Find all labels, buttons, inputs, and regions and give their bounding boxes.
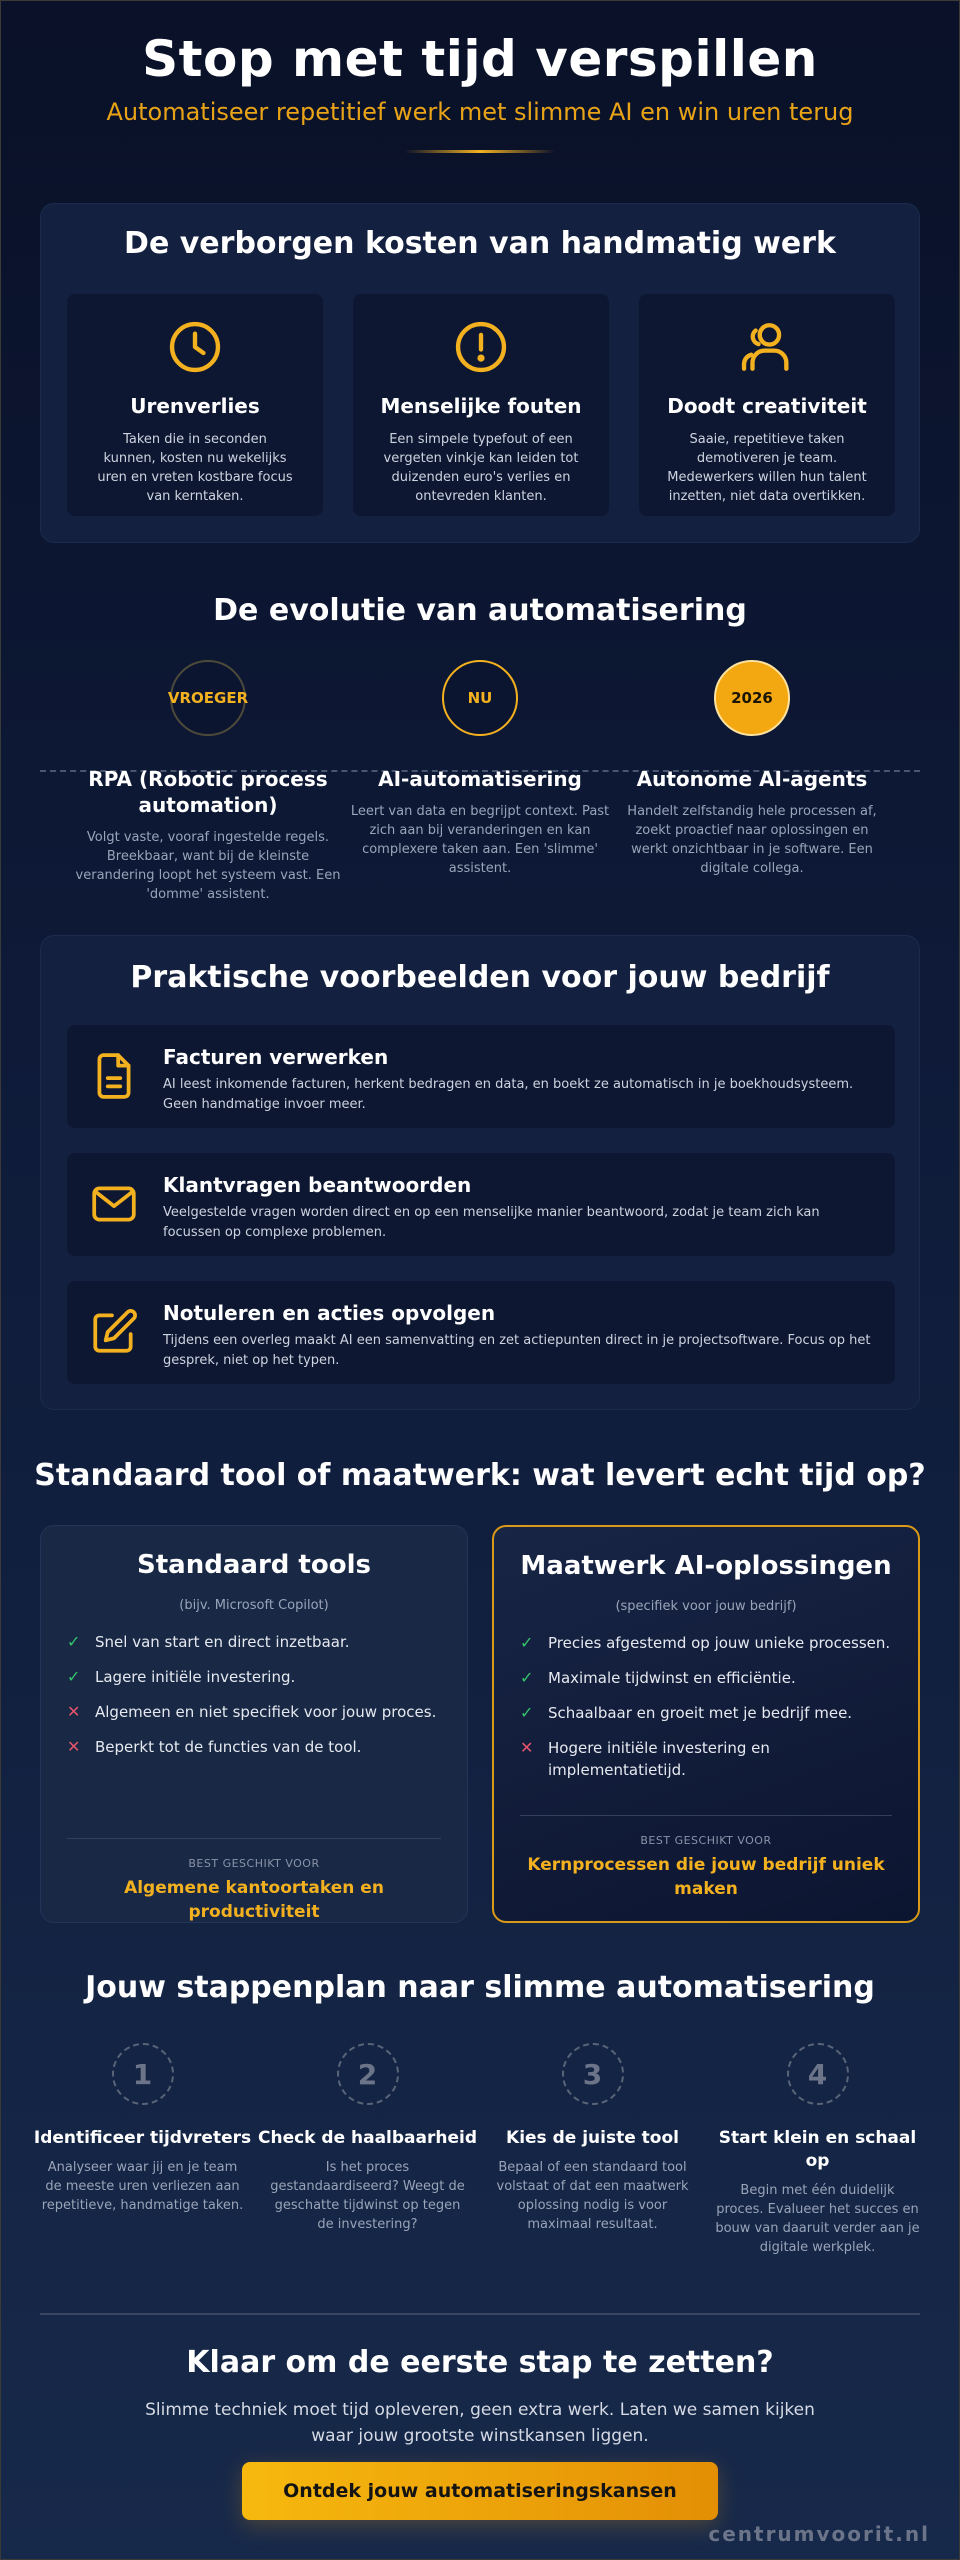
stage-badge: NU xyxy=(442,660,518,736)
step-text: Is het proces gestandaardiseerd? Weegt de geschatte tijdwinst op tegen de investering? xyxy=(270,2160,465,2232)
stage-badge: VROEGER xyxy=(170,660,246,736)
step-item xyxy=(30,2043,255,2215)
step-number: 1 xyxy=(112,2043,174,2105)
page-title: Stop met tijd verspillen xyxy=(142,30,818,88)
step-item xyxy=(705,2043,930,2257)
list-item xyxy=(520,1702,892,1724)
stage-title: Autonome AI-agents xyxy=(636,767,868,791)
example-text: AI leest inkomende facturen, herkent bedragen en data, en boekt ze automatisch in je boekhoudsysteem. Geen handmatige invoer meer. xyxy=(163,1077,854,1112)
check-icon: ✓ xyxy=(67,1667,81,1686)
best-for-value: Algemene kantoortaken en productiviteit xyxy=(124,1878,384,1922)
point-text: Snel van start en direct inzetbaar. xyxy=(95,1633,350,1651)
file-text-icon xyxy=(89,1051,139,1101)
example-title: Notuleren en acties opvolgen xyxy=(163,1301,496,1325)
best-for-label: BEST GESCHIKT VOOR xyxy=(188,1857,320,1870)
evolution-stage-now xyxy=(345,660,615,878)
cost-card-text: Taken die in seconden kunnen, kosten nu wekelijks uren en vreten kostbare focus van kerntaken. xyxy=(97,432,293,504)
cost-card xyxy=(353,294,609,516)
page-subtitle: Automatiseer repetitief werk met slimme AI en win uren terug xyxy=(106,98,854,126)
list-item xyxy=(520,1737,892,1781)
cta-button[interactable]: Ontdek jouw automatiseringskansen xyxy=(242,2462,718,2520)
list-item xyxy=(67,1701,441,1723)
check-icon: ✓ xyxy=(520,1633,534,1652)
stage-badge: 2026 xyxy=(714,660,790,736)
example-text: Veelgestelde vragen worden direct en op een menselijke manier beantwoord, zodat je team zich kan focussen op complexe problemen. xyxy=(163,1205,820,1240)
cta-title: Klaar om de eerste stap te zetten? xyxy=(186,2345,774,2380)
step-text: Bepaal of een standaard tool volstaat of dat een maatwerk oplossing nodig is voor maximaal resultaat. xyxy=(496,2160,689,2232)
point-text: Algemeen en niet specifiek voor jouw proces. xyxy=(95,1703,437,1721)
point-text: Maximale tijdwinst en efficiëntie. xyxy=(548,1669,796,1687)
edit-icon xyxy=(89,1307,139,1357)
example-title: Klantvragen beantwoorden xyxy=(163,1173,472,1197)
check-icon: ✓ xyxy=(520,1703,534,1722)
stage-title: AI-automatisering xyxy=(378,767,582,791)
examples-section xyxy=(40,935,920,1410)
step-text: Begin met één duidelijk proces. Evalueer het succes en bouw van daaruit verder aan je digitale werkplek. xyxy=(715,2183,920,2255)
standard-tools-list xyxy=(67,1631,441,1758)
check-icon: ✓ xyxy=(67,1632,81,1651)
cross-icon: ✕ xyxy=(67,1737,81,1756)
example-title: Facturen verwerken xyxy=(163,1045,389,1069)
stage-title: RPA (Robotic process automation) xyxy=(88,767,328,817)
brand-logo-text: centrumvoorit.nl xyxy=(708,2522,930,2546)
custom-ai-hint: (specifiek voor jouw bedrijf) xyxy=(615,1599,797,1614)
stage-text: Leert van data en begrijpt context. Past zich aan bij veranderingen en kan complexere taken aan. Een 'slimme' assistent. xyxy=(350,804,610,876)
list-item xyxy=(67,1736,441,1758)
step-text: Analyseer waar jij en je team de meeste uren verliezen aan repetitieve, handmatige taken. xyxy=(41,2160,244,2213)
cost-card-title: Menselijke fouten xyxy=(380,394,582,418)
step-title: Start klein en schaal op xyxy=(718,2128,917,2171)
example-text: Tijdens een overleg maakt AI een samenvatting en zet actiepunten direct in je projectsoftware. Focus op het gesprek, niet op het typen. xyxy=(163,1333,871,1368)
evolution-stage-future xyxy=(617,660,887,878)
clock-icon xyxy=(166,318,224,376)
cost-card-title: Doodt creativiteit xyxy=(667,394,867,418)
custom-ai-list xyxy=(520,1632,892,1781)
standard-tools-title: Standaard tools xyxy=(137,1550,371,1580)
point-text: Hogere initiële investering en implementatietijd. xyxy=(548,1739,770,1779)
cost-card-title: Urenverlies xyxy=(130,394,260,418)
users-icon xyxy=(738,318,796,376)
mail-icon xyxy=(89,1179,139,1229)
hidden-costs-title: De verborgen kosten van handmatig werk xyxy=(124,226,836,261)
step-number: 2 xyxy=(337,2043,399,2105)
example-card xyxy=(67,1281,895,1384)
step-title: Check de haalbaarheid xyxy=(257,2128,478,2148)
step-title: Identificeer tijdvreters xyxy=(33,2128,252,2148)
examples-title: Praktische voorbeelden voor jouw bedrijf xyxy=(130,960,830,995)
check-icon: ✓ xyxy=(520,1668,534,1687)
list-item xyxy=(67,1631,441,1653)
cost-card-text: Saaie, repetitieve taken demotiveren je team. Medewerkers willen hun talent inzetten, niet data overtikken. xyxy=(667,432,867,504)
step-number: 4 xyxy=(787,2043,849,2105)
list-item xyxy=(520,1632,892,1654)
cta-text: Slimme techniek moet tijd opleveren, geen extra werk. Laten we samen kijken waar jouw grootste winstkansen liggen. xyxy=(145,2400,815,2446)
point-text: Beperkt tot de functies van de tool. xyxy=(95,1738,362,1756)
evolution-stage-past xyxy=(73,660,343,904)
hidden-costs-section xyxy=(40,203,920,543)
example-card xyxy=(67,1153,895,1256)
compare-title: Standaard tool of maatwerk: wat levert echt tijd op? xyxy=(34,1458,926,1493)
cross-icon: ✕ xyxy=(520,1738,534,1757)
best-for-value: Kernprocessen die jouw bedrijf uniek maken xyxy=(527,1855,885,1899)
standard-best-for xyxy=(67,1838,441,1924)
hidden-costs-grid xyxy=(67,294,895,516)
step-title: Kies de juiste tool xyxy=(506,2128,679,2148)
step-number: 3 xyxy=(562,2043,624,2105)
alert-circle-icon xyxy=(452,318,510,376)
cta-divider xyxy=(40,2313,920,2315)
cost-card xyxy=(67,294,323,516)
steps-title: Jouw stappenplan naar slimme automatisering xyxy=(85,1970,875,2005)
evolution-title: De evolutie van automatisering xyxy=(213,593,747,628)
standard-tools-card xyxy=(40,1525,468,1923)
point-text: Precies afgestemd op jouw unieke processen. xyxy=(548,1634,891,1652)
custom-ai-card xyxy=(492,1525,920,1923)
hero-header xyxy=(0,30,960,153)
stage-text: Handelt zelfstandig hele processen af, zoekt proactief naar oplossingen en werkt onzichtbaar in je software. Een digitale collega. xyxy=(627,804,877,876)
custom-ai-title: Maatwerk AI-oplossingen xyxy=(520,1551,892,1581)
step-item xyxy=(255,2043,480,2234)
standard-tools-hint: (bijv. Microsoft Copilot) xyxy=(179,1598,329,1613)
step-item xyxy=(480,2043,705,2234)
cost-card xyxy=(639,294,895,516)
point-text: Schaalbaar en groeit met je bedrijf mee. xyxy=(548,1704,853,1722)
cost-card-text: Een simpele typefout of een vergeten vinkje kan leiden tot duizenden euro's verlies en ontevreden klanten. xyxy=(383,432,579,504)
cross-icon: ✕ xyxy=(67,1702,81,1721)
title-underline xyxy=(405,150,555,153)
best-for-label: BEST GESCHIKT VOOR xyxy=(640,1834,772,1847)
list-item xyxy=(520,1667,892,1689)
list-item xyxy=(67,1666,441,1688)
custom-best-for xyxy=(520,1815,892,1901)
point-text: Lagere initiële investering. xyxy=(95,1668,296,1686)
stage-text: Volgt vaste, vooraf ingestelde regels. Breekbaar, want bij de kleinste verandering loopt het systeem vast. Een 'domme' assistent. xyxy=(75,830,341,902)
example-card xyxy=(67,1025,895,1128)
